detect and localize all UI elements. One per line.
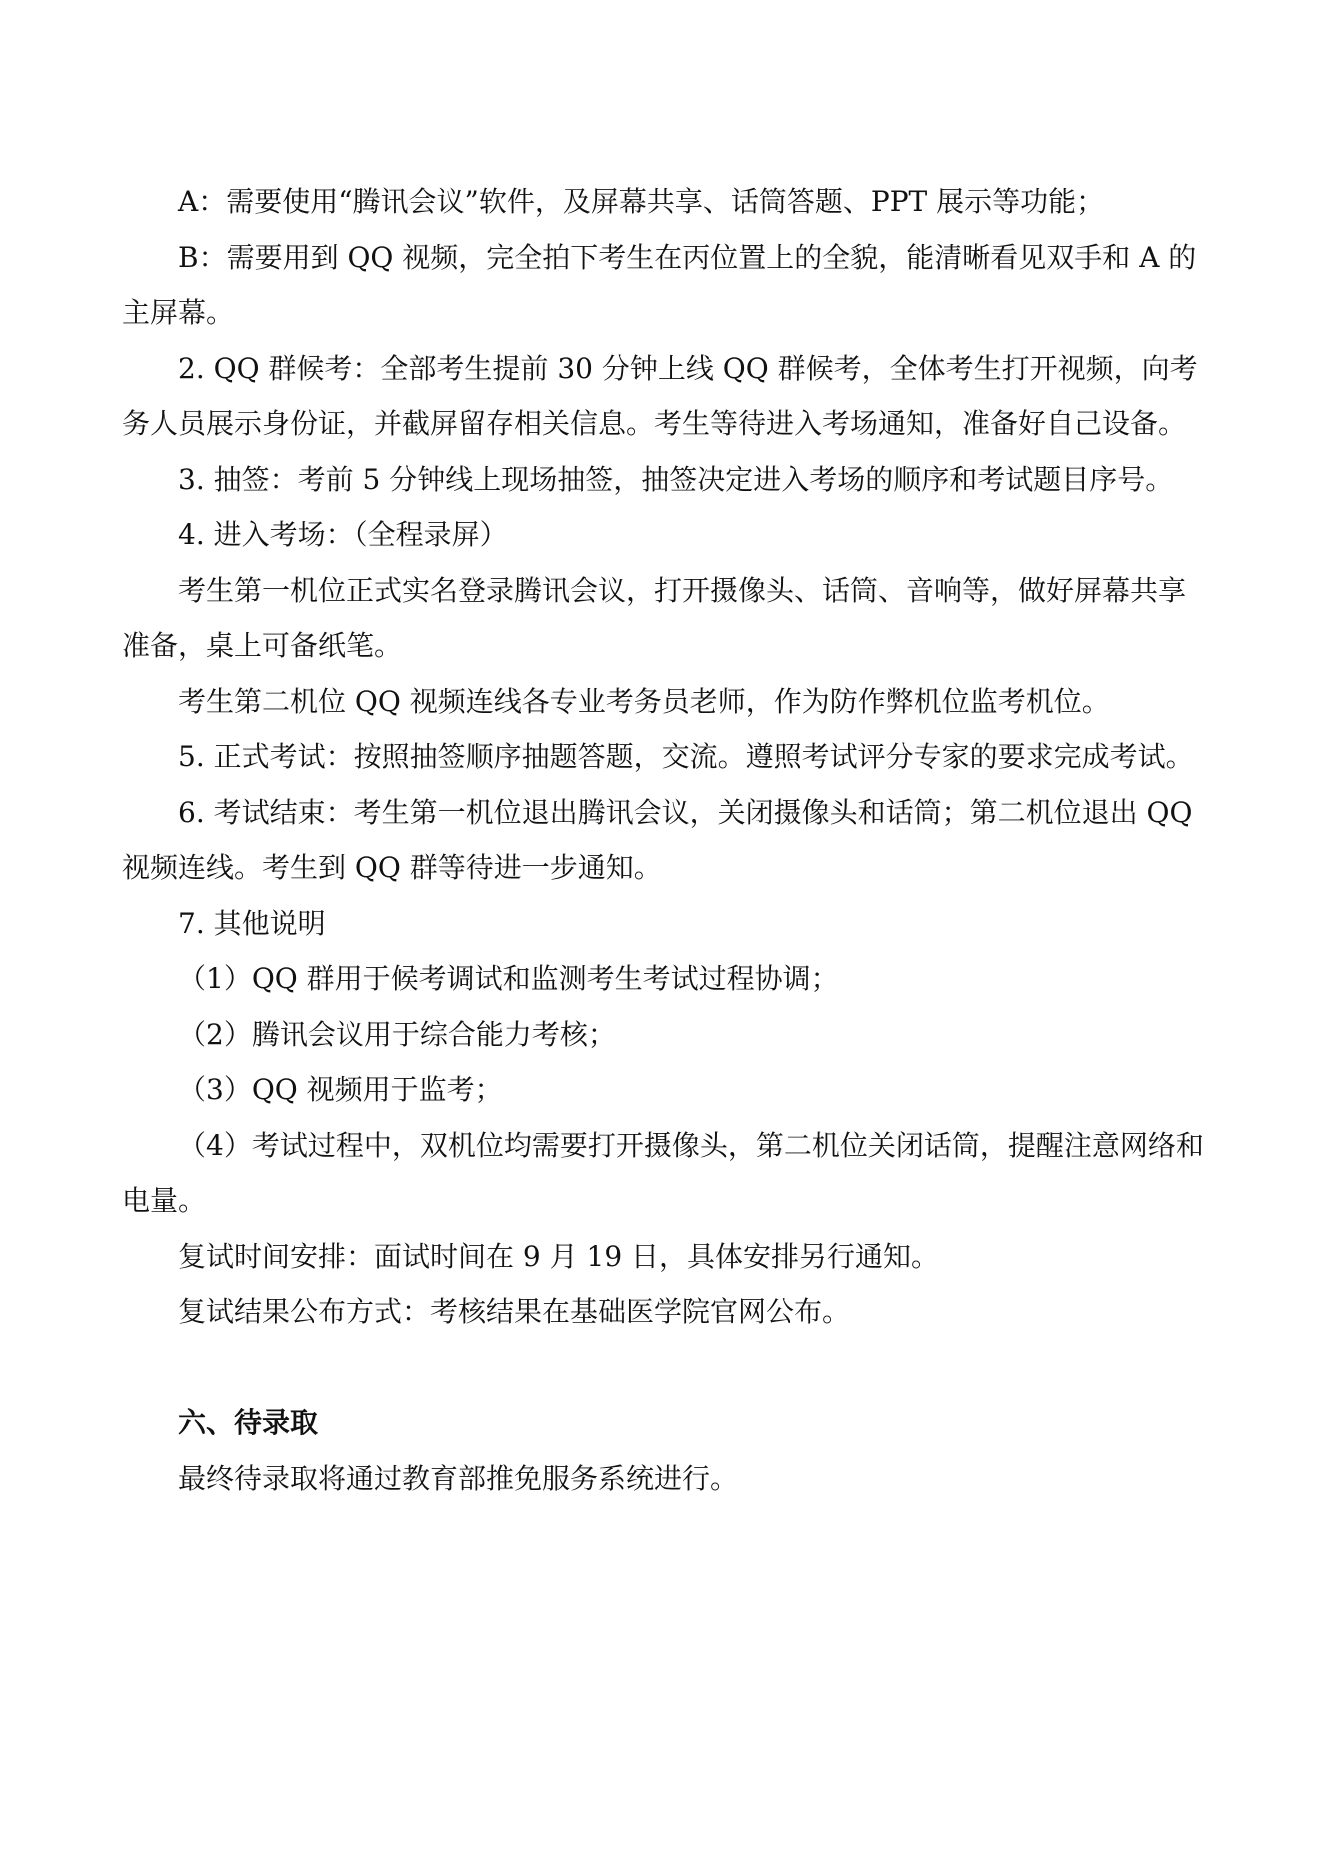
paragraph-retest-time: 复试时间安排：面试时间在 9 月 19 日，具体安排另行通知。 [178,1239,940,1273]
list-item-note-4: （4）考试过程中，双机位均需要打开摄像头，第二机位关闭话筒，提醒注意网络和电量。 [122,1128,1204,1217]
document-body [122,174,1207,1506]
list-item-note-2: （2）腾讯会议用于综合能力考核； [178,1017,616,1051]
paragraph-software-a: A：需要使用“腾讯会议”软件，及屏幕共享、话筒答题、PPT 展示等功能； [178,185,1105,218]
paragraph-exam-end: 6. 考试结束：考生第一机位退出腾讯会议，关闭摄像头和话筒；第二机位退出 QQ 视频连线。考生到 QQ 群等待进一步通知。 [122,795,1193,884]
paragraph-first-camera: 考生第一机位正式实名登录腾讯会议，打开摄像头、话筒、音响等，做好屏幕共享准备，桌上可备纸笔。 [122,573,1187,662]
section-heading: 六、待录取 [178,1406,319,1439]
paragraph-other-notes: 7. 其他说明 [178,906,326,940]
paragraph-second-camera: 考生第二机位 QQ 视频连线各专业考务员老师，作为防作弊机位监考机位。 [178,684,1110,718]
list-item-note-3: （3）QQ 视频用于监考； [178,1073,503,1106]
paragraph-formal-exam: 5. 正式考试：按照抽签顺序抽题答题，交流。遵照考试评分专家的要求完成考试。 [178,740,1194,773]
paragraph-final-admission: 最终待录取将通过教育部推免服务系统进行。 [178,1461,739,1495]
list-item-note-1: （1）QQ 群用于候考调试和监测考生考试过程协调； [178,962,839,995]
paragraph-retest-result: 复试结果公布方式：考核结果在基础医学院官网公布。 [178,1295,851,1328]
paragraph-draw-lots: 3. 抽签：考前 5 分钟线上现场抽签，抽签决定进入考场的顺序和考试题目序号。 [178,462,1174,496]
paragraph-enter-room: 4. 进入考场：（全程录屏） [178,518,508,551]
section-gap [122,1340,1207,1396]
paragraph-qq-waiting: 2. QQ 群候考：全部考生提前 30 分钟上线 QQ 群候考，全体考生打开视频，向考务人员展示身份证，并截屏留存相关信息。考生等待进入考场通知，准备好自己设备。 [122,351,1198,440]
paragraph-video-b: B：需要用到 QQ 视频，完全拍下考生在丙位置上的全貌，能清晰看见双手和 A 的主屏幕。 [122,240,1197,329]
